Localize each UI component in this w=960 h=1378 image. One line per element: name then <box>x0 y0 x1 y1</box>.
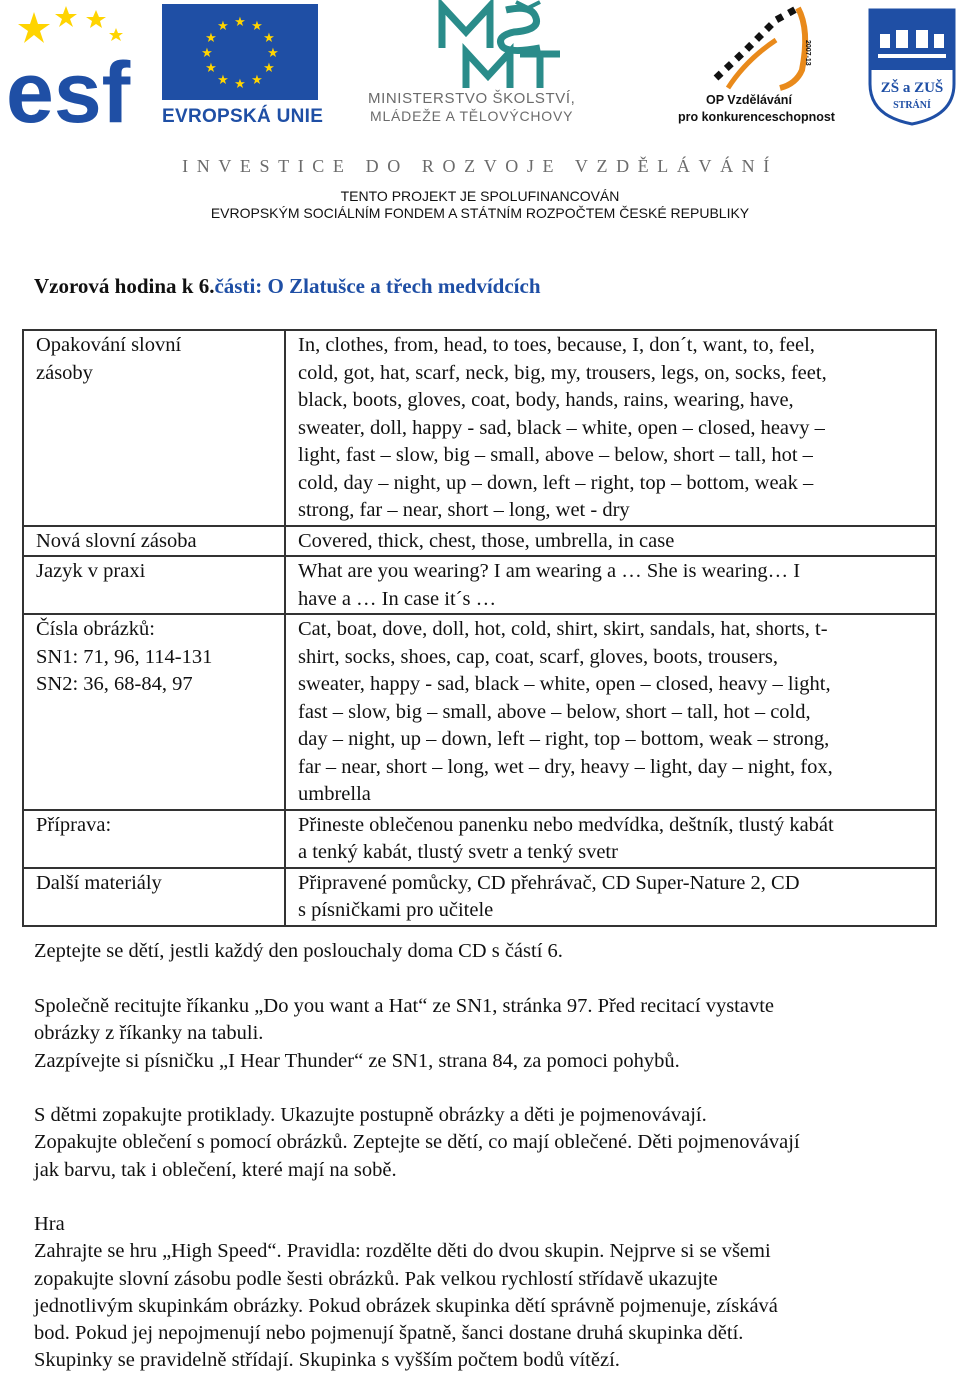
content-line: day – night, up – down, left – right, top – bottom, weak – strong, <box>298 728 830 750</box>
paragraph-line: S dětmi zopakujte protiklady. Ukazujte postupně obrázky a děti je pojmenovávají. <box>34 1104 707 1126</box>
row-content <box>285 614 936 810</box>
svg-text:★: ★ <box>205 31 217 46</box>
row-label <box>23 614 285 810</box>
label-line: SN2: 36, 68-84, 97 <box>36 673 193 695</box>
row-label <box>23 526 285 557</box>
content-line: Cat, boat, dove, doll, hot, cold, shirt, skirt, sandals, hat, shorts, t- <box>298 618 828 640</box>
table-row <box>23 330 936 526</box>
table-row <box>23 868 936 926</box>
content-line: Připravené pomůcky, CD přehrávač, CD Super-Nature 2, CD <box>298 871 800 894</box>
msmt-mark-icon <box>436 0 566 92</box>
esf-logo-text: esf <box>6 45 131 126</box>
paragraph-line: Zahrajte se hru „High Speed“. Pravidla: rozdělte děti do dvou skupin. Nejprve si se všemi <box>34 1240 771 1263</box>
paragraph-listen-cd <box>34 938 934 965</box>
school-logo <box>866 4 958 126</box>
label-line: SN1: 71, 96, 114-131 <box>36 645 213 668</box>
row-content <box>285 868 936 926</box>
row-content <box>285 810 936 868</box>
paragraph-line: bod. Pokud jej nepojmenují nebo pojmenují špatně, šanci dostane druhá skupinka dětí. <box>34 1322 744 1345</box>
content-line: s písničkami pro učitele <box>298 899 494 921</box>
eu-logo <box>162 4 324 127</box>
table-row <box>23 810 936 868</box>
paragraph-game <box>34 1211 934 1375</box>
svg-text:★: ★ <box>263 31 275 46</box>
content-line: fast – slow, big – small, above – below, short – tall, hot – cold, <box>298 700 811 723</box>
esf-logo <box>4 4 154 126</box>
svg-text:★: ★ <box>234 77 246 92</box>
label-line: Další materiály <box>36 871 162 894</box>
row-label <box>23 556 285 614</box>
paragraph-line: Společně recitujte říkanku „Do you want a Hat“ ze SN1, stránka 97. Před recitací vystavte <box>34 995 775 1017</box>
svg-text:★: ★ <box>263 61 275 76</box>
svg-text:★: ★ <box>205 61 217 76</box>
label-line: Nová slovní zásoba <box>36 529 197 552</box>
op-vk-mark-icon <box>706 0 816 92</box>
paragraph-song <box>34 1048 934 1075</box>
paragraph-line: Zopakujte oblečení s pomocí obrázků. Zeptejte se dětí, co mají oblečené. Děti pojmenovávají <box>34 1131 800 1154</box>
content-line: cold, got, hat, scarf, neck, big, my, trousers, legs, on, socks, feet, <box>298 361 827 384</box>
cofund-line2: EVROPSKÝM SOCIÁLNÍM FONDEM A STÁTNÍM ROZPOČTEM ČESKÉ REPUBLIKY <box>210 205 750 221</box>
paragraph-line: zopakujte slovní zásobu podle šesti obrázků. Pak velkou rychlostí střídavě ukazujte <box>34 1267 718 1290</box>
content-line: Přineste oblečenou panenku nebo medvídka, deštník, tlustý kabát <box>298 813 834 836</box>
table-row <box>23 556 936 614</box>
label-line: Jazyk v praxi <box>36 560 146 582</box>
content-line: black, boots, gloves, coat, body, hands, rains, wearing, have, <box>298 389 794 411</box>
content-line: In, clothes, from, head, to toes, because, I, don´t, want, to, feel, <box>298 334 815 356</box>
svg-text:★: ★ <box>251 19 263 34</box>
cofund-line1: TENTO PROJEKT JE SPOLUFINANCOVÁN <box>340 188 620 204</box>
school-line2: STRÁNÍ <box>893 100 931 111</box>
op-vk-logo <box>676 0 856 130</box>
svg-text:★: ★ <box>251 73 263 88</box>
table-row <box>23 614 936 810</box>
svg-text:★: ★ <box>217 73 229 88</box>
content-line: strong, far – near, short – long, wet - dry <box>298 499 630 521</box>
label-line: zásoby <box>36 361 93 384</box>
content-line: far – near, short – long, wet – dry, heavy – light, day – night, fox, <box>298 755 833 778</box>
row-label <box>23 868 285 926</box>
content-line: a tenký kabát, tlustý svetr a tenký svetr <box>298 841 618 863</box>
eu-label: EVROPSKÁ UNIE <box>162 106 324 127</box>
school-line1: ZŠ a ZUŠ <box>880 80 944 96</box>
op-vk-line2: pro konkurenceschopnost <box>678 110 835 124</box>
header-logos <box>0 0 960 140</box>
paragraph-opposites <box>34 1102 934 1184</box>
svg-text:★: ★ <box>217 19 229 34</box>
content-line: shirt, socks, shoes, cap, coat, scarf, gloves, boots, trousers, <box>298 645 778 668</box>
row-content <box>285 556 936 614</box>
content-line: sweater, happy - sad, black – white, open – closed, heavy – light, <box>298 673 831 695</box>
content-line: Covered, thick, chest, those, umbrella, in case <box>298 529 675 552</box>
investice-tagline: INVESTICE DO ROZVOJE VZDĚLÁVÁNÍ <box>182 156 778 176</box>
paragraph-line: Skupinky se pravidelně střídají. Skupinka s vyšším počtem bodů vítězí. <box>34 1349 620 1372</box>
label-line: Příprava: <box>36 813 112 836</box>
content-line: light, fast – slow, big – small, above – below, short – tall, hot – <box>298 444 813 466</box>
paragraph-line: jednotlivým skupinkám obrázky. Pokud obrázek skupinka dětí správně pojmenuje, získává <box>34 1294 778 1317</box>
lesson-title-part2: části: O Zlatušce a třech medvídcích <box>214 274 541 298</box>
lesson-title <box>34 274 541 299</box>
row-label <box>23 330 285 526</box>
msmt-name-line1: MINISTERSTVO ŠKOLSTVÍ, <box>368 90 576 107</box>
svg-text:★: ★ <box>201 46 213 61</box>
msmt-name-line2: MLÁDEŽE A TĚLOVÝCHOVY <box>370 108 574 124</box>
lesson-title-part1: Vzorová hodina k 6. <box>34 274 215 298</box>
svg-text:★: ★ <box>267 46 279 61</box>
paragraph-line: Zeptejte se dětí, jestli každý den poslouchaly doma CD s částí 6. <box>34 940 563 962</box>
op-years: 2007-13 <box>804 40 811 66</box>
content-line: umbrella <box>298 783 371 805</box>
paragraph-line: jak barvu, tak i oblečení, které mají na sobě. <box>34 1158 397 1181</box>
label-line: Opakování slovní <box>36 334 182 356</box>
row-content <box>285 330 936 526</box>
content-line: sweater, doll, happy - sad, black – white, open – closed, heavy – <box>298 416 825 439</box>
paragraph-rhyme <box>34 993 934 1048</box>
table-row <box>23 526 936 557</box>
content-line: have a … In case it´s … <box>298 587 497 610</box>
row-label <box>23 810 285 868</box>
op-vk-line1: OP Vzdělávání <box>706 93 792 107</box>
game-heading: Hra <box>34 1213 65 1235</box>
lesson-table <box>22 329 937 927</box>
paragraph-line: Zazpívejte si písničku „I Hear Thunder“ ze SN1, strana 84, za pomoci pohybů. <box>34 1050 680 1072</box>
label-line: Čísla obrázků: <box>36 618 155 640</box>
msmt-logo <box>368 0 634 130</box>
row-content <box>285 526 936 557</box>
content-line: cold, day – night, up – down, left – right, top – bottom, weak – <box>298 471 814 494</box>
eu-flag <box>162 4 318 100</box>
paragraph-line: obrázky z říkanky na tabuli. <box>34 1022 264 1045</box>
content-line: What are you wearing? I am wearing a … She is wearing… I <box>298 560 801 582</box>
svg-text:★: ★ <box>234 15 246 30</box>
